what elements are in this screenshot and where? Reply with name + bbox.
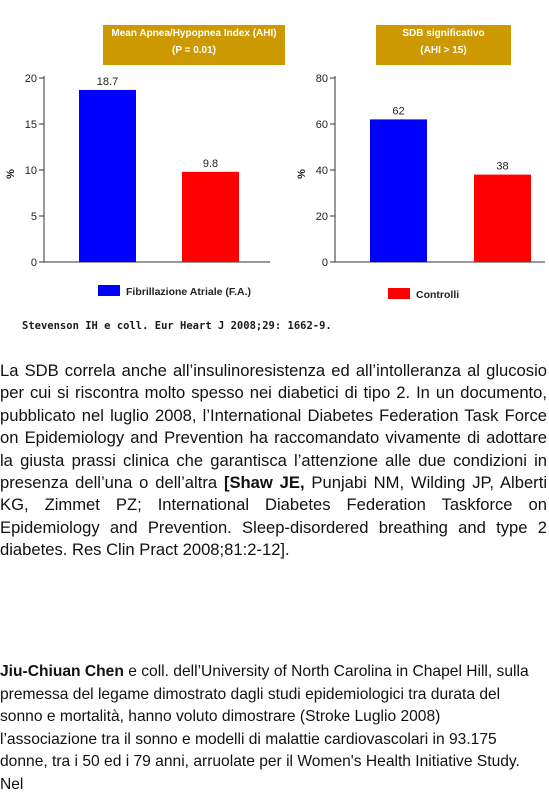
legend-fa-label: Fibrillazione Atriale (F.A.) <box>126 286 252 298</box>
chart1-bar-2 <box>182 172 239 262</box>
chart2 <box>296 73 545 269</box>
chart1 <box>5 73 270 269</box>
chart1-title: Mean Apnea/Hypopnea Index (AHI) <box>111 28 277 39</box>
chart2-tick-label: 80 <box>315 73 328 85</box>
chart2-subtitle: (AHI > 15) <box>420 45 467 56</box>
paragraph-1-text-a: La SDB correla anche all’insulinoresistenza ed all’intolleranza al glucosio per cui si riscontra molto spesso nei diabetici di tipo 2. In un documento, pubblicato nel luglio 2008, l’International Diabetes Federation Task Force on Epidemiology and Prevention ha raccomandato vivamente di adottare la giusta prassi clinica che garantisca l’attenzione alle due condizioni in presenza dell’una o dell’altra <box>0 361 547 493</box>
chart2-title: SDB significativo <box>402 28 485 39</box>
chart2-y-label: % <box>296 169 308 179</box>
chart2-tick-label: 40 <box>315 165 328 177</box>
charts-svg <box>0 0 549 345</box>
citation: Stevenson IH e coll. Eur Heart J 2008;29: 1662-9. <box>22 320 332 332</box>
chart2-tick-label: 60 <box>315 119 328 131</box>
paragraph-1-text-b: Punjabi NM, Wilding JP, Alberti KG, Zimmet PZ; International Diabetes Federation Taskforce on Epidemiology and Prevention. Sleep-disordered breathing and type 2 diabetes. Res Clin Pract 2008;81:2-12]. <box>0 473 548 560</box>
chart1-y-label: % <box>5 169 17 179</box>
paragraph-2-text: e coll. dell’University of North Carolina in Chapel Hill, sulla premessa del legame dimostrato dagli studi epidemiologici tra durata del sonno e mortalità, hanno voluto dimostrare (Stroke Luglio 2008) l’associazione tra il sonno e modelli di malattie cardiovascolari in 93.175 donne, tra i 50 ed i 79 anni, arruolate per il Women's Health Initiative Study. Nel <box>0 663 529 793</box>
paragraph-1 <box>0 360 547 562</box>
paragraph-1-bold: [Shaw JE, <box>223 473 305 493</box>
chart2-data-label-1: 62 <box>392 105 405 118</box>
chart1-tick-label: 20 <box>24 73 37 85</box>
paragraph-2 <box>0 661 540 797</box>
legend-fa-swatch <box>98 285 120 296</box>
legend-controls-label: Controlli <box>416 289 460 301</box>
chart1-data-label-1: 18.7 <box>96 75 119 88</box>
paragraph-2-bold: Jiu-Chiuan Chen <box>0 663 124 680</box>
chart1-tick-label: 10 <box>24 165 37 177</box>
chart1-tick-label: 0 <box>30 257 37 269</box>
chart1-subtitle: (P = 0.01) <box>171 45 216 56</box>
chart2-tick-label: 0 <box>321 257 328 269</box>
chart2-data-label-2: 38 <box>496 160 509 173</box>
chart2-bar-2 <box>474 175 531 262</box>
chart1-data-label-2: 9.8 <box>202 157 219 170</box>
figure-panel <box>0 0 549 345</box>
chart1-tick-label: 5 <box>30 211 37 223</box>
chart1-tick-label: 15 <box>24 119 37 131</box>
chart2-tick-label: 20 <box>315 211 328 223</box>
chart1-bar-1 <box>79 90 136 262</box>
legend-controls-swatch <box>388 288 410 299</box>
chart2-bar-1 <box>370 119 427 262</box>
